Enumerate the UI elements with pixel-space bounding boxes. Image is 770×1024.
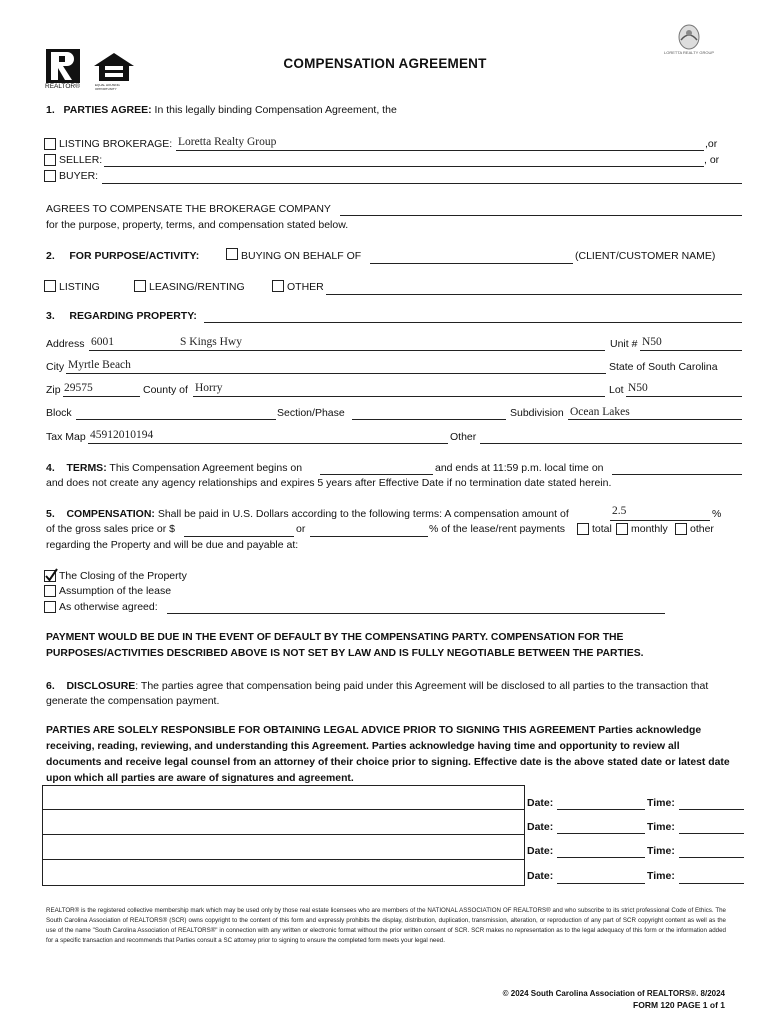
- closing-label: The Closing of the Property: [59, 570, 187, 582]
- date-field-2[interactable]: [557, 833, 645, 834]
- section-3-heading: REGARDING PROPERTY:: [69, 310, 197, 322]
- or-text-1: ,or: [705, 138, 718, 150]
- section-3-num: 3.: [46, 310, 55, 322]
- buying-on-behalf-checkbox[interactable]: [226, 248, 238, 260]
- legal-notice: PARTIES ARE SOLELY RESPONSIBLE FOR OBTAINING LEGAL ADVICE PRIOR TO SIGNING THIS AGREEMENT Parties acknowledge receiving, reading, reviewing, and understanding this Agreement. Parties acknowledge having time and opportunity to review all documents and receive legal counsel from an attorney of their choice prior to signing. Effective date is the above stated date or latest date upon which all parties are aware of signatures and agreement.: [46, 725, 730, 784]
- state-label: State of South Carolina: [609, 361, 718, 373]
- terms-text-1: This Compensation Agreement begins on: [109, 462, 303, 474]
- buyer-label: BUYER:: [59, 170, 99, 182]
- subdivision-field[interactable]: Ocean Lakes: [570, 406, 630, 418]
- section-3-heading-row: [46, 310, 197, 322]
- footer-copyright: © 2024 South Carolina Association of REALTORS®. 8/2024: [502, 989, 725, 998]
- listing-brokerage-label: LISTING BROKERAGE:: [59, 138, 173, 150]
- checkmark-icon: [44, 568, 58, 582]
- otherwise-label: As otherwise agreed:: [59, 601, 158, 613]
- realtor-logo-text: REALTOR®: [45, 83, 80, 90]
- block-field[interactable]: [76, 419, 276, 420]
- begins-on-field[interactable]: [320, 474, 433, 475]
- other-property-label: Other: [450, 431, 477, 443]
- signature-line-2[interactable]: [42, 834, 525, 835]
- compensation-text-4: regarding the Property and will be due and payable at:: [46, 539, 299, 551]
- other-activity-label: OTHER: [287, 281, 324, 293]
- unit-label: Unit #: [610, 338, 638, 350]
- listing-label: LISTING: [59, 281, 100, 293]
- section-6-text: : The parties agree that compensation being paid under this Agreement will be disclosed to all parties to the transaction that generate the compensation payment.: [46, 680, 709, 707]
- section-5-row-1: [46, 508, 569, 520]
- time-label-2: Time:: [647, 821, 675, 833]
- zip-line: [63, 396, 140, 397]
- date-field-3[interactable]: [557, 857, 645, 858]
- zip-label: Zip: [46, 384, 61, 396]
- brokerage-logo-text: LORETTA REALTY GROUP: [664, 50, 715, 55]
- regarding-property-field[interactable]: [204, 322, 742, 323]
- signature-line-3[interactable]: [42, 859, 525, 860]
- date-field-4[interactable]: [557, 883, 645, 884]
- city-label: City: [46, 361, 65, 373]
- monthly-checkbox[interactable]: [616, 523, 628, 535]
- signature-box: [42, 785, 525, 886]
- assumption-label: Assumption of the lease: [59, 585, 172, 597]
- equal-housing-text: EQUAL HOUSING OPPORTUNITY: [95, 83, 120, 91]
- city-line: [66, 373, 606, 374]
- section-4-row-1: [46, 462, 302, 474]
- seller-label: SELLER:: [59, 154, 103, 166]
- leasing-label: LEASING/RENTING: [149, 281, 245, 293]
- listing-brokerage-line: [176, 150, 704, 151]
- dollar-amount-field[interactable]: [184, 536, 294, 537]
- unit-field[interactable]: N50: [642, 336, 662, 348]
- page-title: COMPENSATION AGREEMENT: [283, 56, 487, 71]
- terms-text-2: and ends at 11:59 p.m. local time on: [435, 462, 604, 474]
- section-6-heading: DISCLOSURE: [66, 680, 136, 692]
- other-activity-field[interactable]: [326, 294, 742, 295]
- section-4-heading: TERMS:: [66, 462, 107, 474]
- default-notice: PAYMENT WOULD BE DUE IN THE EVENT OF DEFAULT BY THE COMPENSATING PARTY. COMPENSATION FOR THE PURPOSES/ACTIVITIES DESCRIBED ABOVE IS NOT SET BY LAW AND IS FULLY NEGOTIABLE BETWEEN THE PARTIES.: [46, 632, 644, 659]
- lot-field[interactable]: N50: [628, 382, 648, 394]
- compensation-amount-line: [610, 520, 710, 521]
- tax-map-label: Tax Map: [46, 431, 86, 443]
- section-1-intro: [46, 104, 397, 116]
- section-2-heading-row: [46, 250, 199, 262]
- time-label-4: Time:: [647, 870, 675, 882]
- time-field-4[interactable]: [679, 883, 744, 884]
- date-label-1: Date:: [527, 797, 554, 809]
- seller-checkbox[interactable]: [44, 154, 56, 166]
- time-field-1[interactable]: [679, 809, 744, 810]
- listing-checkbox[interactable]: [44, 280, 56, 292]
- signature-line-1[interactable]: [42, 809, 525, 810]
- section-2-num: 2.: [46, 250, 55, 262]
- purpose-text: for the purpose, property, terms, and compensation stated below.: [46, 219, 349, 231]
- total-checkbox[interactable]: [577, 523, 589, 535]
- section-phase-label: Section/Phase: [277, 407, 345, 419]
- county-label: County of: [143, 384, 188, 396]
- subdivision-label: Subdivision: [510, 407, 564, 419]
- footer-form-number: FORM 120 PAGE 1 of 1: [633, 1000, 725, 1010]
- time-label-1: Time:: [647, 797, 675, 809]
- section-6: [46, 679, 736, 709]
- address-street-field[interactable]: S Kings Hwy: [180, 336, 242, 348]
- date-label-3: Date:: [527, 845, 554, 857]
- lot-label: Lot: [609, 384, 624, 396]
- lot-line: [626, 396, 742, 397]
- buyer-checkbox[interactable]: [44, 170, 56, 182]
- county-field[interactable]: Horry: [195, 382, 223, 394]
- seller-field[interactable]: [104, 166, 704, 167]
- client-name-label: (CLIENT/CUSTOMER NAME): [575, 250, 716, 262]
- percent-sign: %: [712, 508, 722, 520]
- city-field[interactable]: Myrtle Beach: [68, 359, 131, 371]
- date-label-2: Date:: [527, 821, 554, 833]
- time-field-2[interactable]: [679, 833, 744, 834]
- tax-map-field[interactable]: 45912010194: [90, 429, 154, 441]
- section-2-heading: FOR PURPOSE/ACTIVITY:: [69, 250, 200, 262]
- section-1-text: In this legally binding Compensation Agreement, the: [154, 104, 397, 116]
- tax-map-line: [88, 443, 448, 444]
- other-payment-checkbox[interactable]: [675, 523, 687, 535]
- compensation-amount-field[interactable]: 2.5: [612, 505, 627, 517]
- leasing-checkbox[interactable]: [134, 280, 146, 292]
- section-4-num: 4.: [46, 462, 55, 474]
- compensation-text-2: of the gross sales price or $: [46, 523, 175, 535]
- terms-text-3: and does not create any agency relationships and expires 5 years after Effective Date if no termination date stated herein.: [46, 477, 612, 489]
- county-line: [193, 396, 605, 397]
- monthly-label: monthly: [631, 523, 668, 535]
- time-label-3: Time:: [647, 845, 675, 857]
- date-field-1[interactable]: [557, 809, 645, 810]
- buying-on-behalf-label: BUYING ON BEHALF OF: [241, 250, 362, 262]
- footer-disclaimer: REALTOR® is the registered collective membership mark which may be used only by those real estate licensees who are members of the NATIONAL ASSOCIATION OF REALTORS® and who subscribe to its strict professional Code of Ethics. The South Carolina Association of REALTORS® (SCR) owns copyright to the content of this form and expressly prohibits the display, distribution, duplication, transmission, alteration, or reproduction of any part of SCR copyright content as well as the use of the name "South Carolina Association of REALTORS®" in connection with any written or electronic format without the prior written consent of SCR. SCR makes no representation as to the legal adequacy of this form or the information added for a specific transaction and recommends that Parties consult a SC attorney prior to signing to ensure the completed form meets your legal need.: [46, 907, 726, 944]
- closing-checkbox[interactable]: [44, 570, 56, 582]
- address-number-field[interactable]: 6001: [91, 336, 114, 348]
- otherwise-field[interactable]: [167, 613, 665, 614]
- time-field-3[interactable]: [679, 857, 744, 858]
- section-phase-field[interactable]: [352, 419, 506, 420]
- other-activity-checkbox[interactable]: [272, 280, 284, 292]
- compensation-text-3: % of the lease/rent payments: [429, 523, 565, 535]
- zip-field[interactable]: 29575: [64, 382, 93, 394]
- brokerage-logo-icon: [664, 22, 714, 52]
- client-name-field[interactable]: [370, 263, 573, 264]
- other-payment-label: other: [690, 523, 714, 535]
- or-text-3: or: [296, 523, 306, 535]
- subdivision-line: [568, 419, 742, 420]
- buyer-field[interactable]: [102, 183, 742, 184]
- block-label: Block: [46, 407, 72, 419]
- address-line: [89, 350, 605, 351]
- or-text-2: , or: [704, 154, 720, 166]
- section-5-num: 5.: [46, 508, 55, 520]
- section-5-heading: COMPENSATION:: [66, 508, 155, 520]
- listing-brokerage-field[interactable]: Loretta Realty Group: [178, 136, 277, 148]
- other-property-field[interactable]: [480, 443, 742, 444]
- agrees-text: AGREES TO COMPENSATE THE BROKERAGE COMPANY: [46, 203, 331, 215]
- section-1-heading: PARTIES AGREE:: [63, 104, 152, 116]
- unit-line: [640, 350, 742, 351]
- lease-percent-field[interactable]: [310, 536, 428, 537]
- section-6-num: 6.: [46, 680, 55, 692]
- otherwise-checkbox[interactable]: [44, 601, 56, 613]
- assumption-checkbox[interactable]: [44, 585, 56, 597]
- section-1-num: 1.: [46, 104, 55, 116]
- listing-brokerage-checkbox[interactable]: [44, 138, 56, 150]
- date-label-4: Date:: [527, 870, 554, 882]
- address-label: Address: [46, 338, 85, 350]
- total-label: total: [592, 523, 612, 535]
- ends-on-field[interactable]: [612, 474, 742, 475]
- compensation-text-1: Shall be paid in U.S. Dollars according to the following terms: A compensation amount of: [157, 508, 569, 520]
- brokerage-company-field[interactable]: [340, 215, 742, 216]
